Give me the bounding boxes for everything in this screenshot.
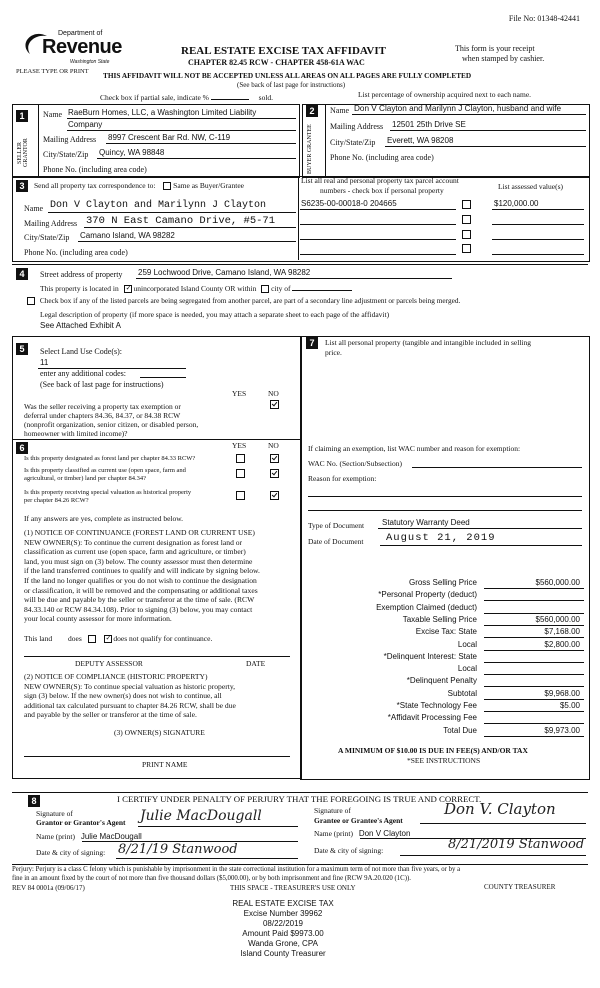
city-of-label: city of	[271, 284, 291, 293]
reason-label: Reason for exemption:	[308, 474, 377, 483]
parcel-2-personal-checkbox[interactable]	[462, 215, 471, 224]
s6-question-2b: agricultural, or timber) land per chapter 84.34?	[24, 475, 147, 482]
grantee-sig-label-1: Signature of	[314, 806, 351, 815]
tax-row-label: *Delinquent Interest: State	[383, 651, 477, 661]
segregated-label: Check box if any of the listed parcels are being segregated from another parcel, are part of a secondary line adjustment or parcels being merged.	[39, 296, 461, 305]
buyer-city-label: City/State/Zip	[330, 138, 376, 147]
parcel-4-personal-checkbox[interactable]	[462, 244, 471, 253]
s3-city-label: City/State/Zip	[24, 233, 70, 242]
s6-question-3a: Is this property receiving special valuation as historical property	[24, 489, 192, 496]
grantee-date-label: Date & city of signing:	[314, 846, 384, 855]
see-back-note: (See back of last page for instructions)	[237, 81, 346, 89]
ownership-note: List percentage of ownership acquired next to each name.	[358, 90, 532, 99]
receipt-note-1: This form is your receipt	[455, 44, 535, 53]
forest-no-checkbox[interactable]	[270, 454, 279, 463]
notice1-line: your local county assessor for more information.	[24, 614, 172, 624]
s6-question-2a: Is this property classified as current use (open space, farm and	[24, 467, 186, 474]
tax-row-value[interactable]: $2,800.00	[544, 639, 580, 649]
receipt-note-2: when stamped by cashier.	[462, 54, 545, 63]
stamp-line-4: Amount Paid $9973.00	[242, 929, 324, 938]
seller-mail[interactable]: 8997 Crescent Bar Rd. NW, C-119	[108, 133, 231, 142]
s6-no-header: NO	[268, 441, 279, 450]
continuance-row	[24, 634, 212, 643]
section-1-number: 1	[16, 110, 28, 122]
seller-name-line2[interactable]: Company	[68, 120, 103, 129]
wac-label: WAC No. (Section/Subsection)	[308, 459, 402, 468]
partial-sale-row	[100, 93, 273, 102]
street-address[interactable]: 259 Lochwood Drive, Camano Island, WA 98282	[138, 268, 311, 277]
partial-sale-pct[interactable]	[211, 99, 249, 100]
file-number: File No: 01348-42441	[508, 14, 580, 23]
exemption-label: If claiming an exemption, list WAC number and reason for exemption:	[308, 444, 521, 453]
partial-sale-label: Check box if partial sale, indicate %	[100, 93, 209, 102]
does-not-label: does not	[113, 634, 139, 643]
street-label: Street address of property	[40, 270, 123, 279]
does-checkbox[interactable]	[88, 635, 96, 643]
notice2-line: additional tax calculated pursuant to chapter 84.26 RCW, shall be due	[24, 700, 236, 710]
parcel-number-1[interactable]: S6235-00-00018-0 204665	[301, 199, 397, 208]
stamp-line-5: Wanda Grone, CPA	[248, 939, 318, 948]
doc-type-label: Type of Document	[308, 521, 365, 530]
segregated-checkbox[interactable]	[27, 297, 35, 305]
s3-mail[interactable]: 370 N East Camano Drive, #5-71	[86, 215, 276, 227]
section-4-number: 4	[16, 268, 28, 280]
tax-row-label: Gross Selling Price	[408, 578, 477, 587]
tax-row-label: Exemption Claimed (deduct)	[376, 602, 477, 612]
tax-row-value[interactable]: $9,973.00	[544, 725, 580, 735]
this-land-label: This land	[24, 634, 53, 643]
s6-question-3b: per chapter 84.26 RCW?	[24, 497, 89, 504]
county-treasurer: COUNTY TREASURER	[484, 883, 556, 891]
parcel-header-2: numbers - check box if personal property	[320, 186, 444, 195]
legal-label: Legal description of property (if more space is needed, you may attach a separate sheet to each page of the affidavit)	[40, 310, 390, 319]
dor-top-text: Department of	[58, 30, 103, 37]
stamp-line-3: 08/22/2019	[262, 919, 304, 928]
does-label: does	[68, 634, 82, 643]
certify-statement: I CERTIFY UNDER PENALTY OF PERJURY THAT THE FOREGOING IS TRUE AND CORRECT.	[117, 794, 482, 804]
deputy-assessor-label: DEPUTY ASSESSOR	[75, 659, 143, 668]
s5-question-2: deferral under chapters 84.36, 84.37, or 84.38 RCW	[24, 411, 181, 420]
notice1-line: 84.33.140 or RCW 84.34.108). Prior to signing (3) below, you may contact	[24, 604, 253, 614]
tax-row-label: Local	[457, 639, 477, 649]
section-6-number: 6	[16, 442, 28, 454]
grantor-sig-label-1: Signature of	[36, 809, 73, 818]
perjury-line-1: Perjury: Perjury is a class C felony which is punishable by imprisonment in the state correctional institution for a maximum term of not more than five years, or by a	[12, 866, 461, 873]
s5-question-1: Was the seller receiving a property tax exemption or	[24, 402, 181, 411]
s3-name-value: Don V Clayton and Marilynn J Clayton	[50, 200, 267, 211]
grantor-date-label: Date & city of signing:	[36, 848, 106, 857]
buyer-phone-label: Phone No. (including area code)	[330, 153, 434, 162]
city-of-checkbox[interactable]	[261, 285, 269, 293]
grantor-sig-label-2: Grantor or Grantor's Agent	[36, 818, 126, 827]
grantor-name-row	[36, 832, 142, 841]
section-2-number: 2	[306, 105, 318, 117]
perjury-line-2: fine in an amount fixed by the court of not more than five thousand dollars ($5,000.00), or by both imprisonment and fine (RCW 9A.20.020 (1C)).	[12, 875, 411, 882]
s6-question-1: Is this property designated as forest land per chapter 84.33 RCW?	[24, 455, 196, 462]
same-as-buyer-checkbox[interactable]	[163, 182, 171, 190]
s5-yes-header: YES	[232, 389, 247, 398]
qualify-label: qualify for continuance.	[140, 634, 213, 643]
seller-phone-label: Phone No. (including area code)	[43, 165, 147, 174]
dor-name: Revenue	[42, 36, 122, 58]
assessor-date-label: DATE	[246, 659, 266, 668]
notice2-line: (2) NOTICE OF COMPLIANCE (HISTORIC PROPERTY)	[24, 672, 208, 681]
notice2-line: NEW OWNER(S): To continue special valuation as historic property,	[24, 681, 236, 691]
buyer-mail[interactable]: 12501 25th Drive SE	[392, 120, 466, 129]
parcel-1-personal-checkbox[interactable]	[462, 200, 471, 209]
s3-name-label: Name	[24, 204, 44, 213]
seller-name-label: Name	[43, 110, 63, 119]
sold-label: sold.	[258, 93, 274, 102]
seller-mail-label: Mailing Address	[43, 135, 97, 144]
form-title: REAL ESTATE EXCISE TAX AFFIDAVIT	[181, 45, 386, 57]
tax-row-value[interactable]: $5.00	[559, 701, 580, 710]
notice1-line: classification as current use (open space, farm and agriculture, or timber)	[24, 547, 246, 557]
grantee-name[interactable]: Don V Clayton	[358, 829, 411, 838]
land-use-code[interactable]: 11	[40, 358, 49, 367]
treasurer-use: THIS SPACE - TREASURER'S USE ONLY	[230, 884, 356, 892]
doc-date[interactable]: August 21, 2019	[386, 532, 496, 544]
current-use-yes-checkbox[interactable]	[236, 469, 245, 478]
section-8-number: 8	[28, 795, 40, 807]
s5-see-back: (See back of last page for instructions)	[40, 380, 164, 389]
located-label: This property is located in	[40, 284, 119, 293]
doc-date-label: Date of Document	[308, 537, 364, 546]
notice1-line: will be due and payable by the seller or transferor at the time of sale. (RCW	[24, 595, 255, 605]
legal-description[interactable]: See Attached Exhibit A	[40, 321, 121, 330]
grantor-date-city[interactable]: 8/21/19 Stanwood	[118, 842, 238, 857]
tax-row-value[interactable]: $560,000.00	[535, 578, 580, 587]
notice-continuance	[24, 528, 260, 624]
s6-yes-header: YES	[232, 441, 247, 450]
grantee-name-label: Name (print)	[314, 829, 353, 838]
personal-property-label-1: List all personal property (tangible and intangible included in selling	[325, 338, 531, 347]
minimum-fee-note: A MINIMUM OF $10.00 IS DUE IN FEE(S) AND/OR TAX	[338, 746, 528, 755]
tax-row-label: Subtotal	[447, 688, 477, 698]
stamp-line-1: REAL ESTATE EXCISE TAX	[232, 899, 334, 908]
unincorporated-label: unincorporated Island County OR within	[133, 284, 257, 293]
notice1-line: If the land no longer qualifies or you do not wish to continue the designation	[24, 575, 257, 585]
tax-row-value[interactable]: $9,968.00	[544, 688, 580, 698]
notice1-line: if the land transferred continues to qualify and will indicate by signing below.	[24, 566, 260, 576]
grantee-sig-label-2: Grantee or Grantee's Agent	[314, 816, 403, 825]
buyer-city[interactable]: Everett, WA 98208	[387, 136, 454, 145]
tax-row-label: Total Due	[443, 725, 477, 735]
stamp-line-2: Excise Number 39962	[243, 909, 323, 918]
segregated-row	[27, 296, 460, 305]
unincorporated-checkbox[interactable]: ✓	[125, 284, 132, 293]
s3-mail-label: Mailing Address	[24, 219, 78, 228]
s5-no-checkbox[interactable]	[270, 400, 279, 409]
grantor-name-label: Name (print)	[36, 832, 75, 841]
same-as-buyer-label: Same as Buyer/Grantee	[173, 181, 244, 190]
notice1-line: or classification, it will be removed and the compensating or additional taxes	[24, 585, 258, 595]
buyer-mail-label: Mailing Address	[330, 122, 384, 131]
tax-row-label: *Personal Property (deduct)	[378, 590, 477, 600]
buyer-name-label: Name	[330, 106, 350, 115]
section-5-number: 5	[16, 343, 28, 355]
forest-yes-checkbox[interactable]	[236, 454, 245, 463]
warning-line: THIS AFFIDAVIT WILL NOT BE ACCEPTED UNLESS ALL AREAS ON ALL PAGES ARE FULLY COMPLETED	[103, 71, 472, 80]
does-not-checkbox[interactable]: ✓	[105, 634, 112, 643]
historic-no-checkbox[interactable]	[270, 491, 279, 500]
notice1-line: land, you must sign on (3) below. The county assessor must then determine	[24, 556, 253, 566]
grantee-name-row	[314, 829, 410, 838]
notice2-line: and payable by the seller or transferor at the time of sale.	[24, 710, 197, 720]
print-name-label: PRINT NAME	[142, 760, 188, 769]
dor-state: Washington State	[70, 59, 110, 65]
parcel-header-1: List all real and personal property tax parcel account	[301, 176, 459, 185]
s3-city[interactable]: Camano Island, WA 98282	[80, 231, 175, 240]
assessed-value-1[interactable]: $120,000.00	[494, 199, 539, 208]
section-7-number: 7	[306, 337, 318, 349]
form-chapter: CHAPTER 82.45 RCW - CHAPTER 458-61A WAC	[188, 58, 365, 67]
rev-number: REV 84 0001a (09/06/17)	[12, 884, 85, 892]
send-correspondence-label: Send all property tax correspondence to:	[34, 181, 156, 190]
tax-row-label: Taxable Selling Price	[402, 614, 477, 624]
tax-row-label: *Affidavit Processing Fee	[387, 713, 477, 723]
tax-row-label: Excise Tax: State	[415, 627, 477, 637]
s5-question-3: (nonprofit organization, senior citizen, or disabled person,	[24, 420, 199, 429]
tax-row-label: *State Technology Fee	[396, 701, 477, 710]
s3-name[interactable]	[50, 200, 266, 211]
tax-row-label: *Delinquent Penalty	[406, 676, 477, 686]
s5-question-4: homeowner with limited income)?	[24, 429, 128, 438]
land-use-label: Select Land Use Code(s):	[40, 347, 122, 356]
please-type: PLEASE TYPE OR PRINT	[16, 68, 89, 75]
owner-signature-label: (3) OWNER(S) SIGNATURE	[114, 728, 205, 737]
seller-side-label: SELLER GRANTOR	[17, 138, 29, 168]
seller-city[interactable]: Quincy, WA 98848	[99, 148, 165, 157]
city-of-input[interactable]	[292, 290, 352, 291]
send-correspondence-row	[34, 181, 244, 190]
tax-row-value[interactable]: $560,000.00	[535, 614, 580, 624]
dor-logo	[22, 28, 122, 68]
see-instructions-note: *SEE INSTRUCTIONS	[407, 756, 481, 765]
notice1-line: NEW OWNER(S): To continue the current designation as forest land or	[24, 537, 243, 547]
notice1-line: (1) NOTICE OF CONTINUANCE (FOREST LAND OR CURRENT USE)	[24, 528, 255, 537]
grantee-signature[interactable]: Don V. Clayton	[444, 800, 556, 818]
assessed-header: List assessed value(s)	[498, 182, 563, 191]
buyer-side-label: BUYER GRANTEE	[307, 124, 313, 174]
s3-phone-label: Phone No. (including area code)	[24, 248, 128, 257]
treasurer-stamp	[198, 899, 368, 959]
seller-city-label: City/State/Zip	[43, 150, 89, 159]
historic-yes-checkbox[interactable]	[236, 491, 245, 500]
enter-codes-label: enter any additional codes:	[40, 369, 126, 378]
personal-property-label-2: price.	[325, 348, 342, 357]
grantor-name[interactable]: Julie MacDougall	[80, 832, 142, 841]
seller-name-line1[interactable]: RaeBurn Homes, LLC, a Washington Limited Liability	[68, 108, 257, 117]
grantee-date-city[interactable]: 8/21/2019 Stanwood	[448, 837, 585, 852]
stamp-line-6: Island County Treasurer	[240, 949, 326, 958]
current-use-no-checkbox[interactable]	[270, 469, 279, 478]
located-row	[40, 284, 352, 293]
grantor-signature[interactable]: Julie MacDougall	[140, 808, 262, 824]
if-yes-note: If any answers are yes, complete as instructed below.	[24, 514, 184, 523]
tax-row-label: Local	[457, 664, 477, 674]
buyer-name[interactable]: Don V Clayton and Marilynn J Clayton, husband and wife	[354, 104, 562, 113]
parcel-3-personal-checkbox[interactable]	[462, 230, 471, 239]
doc-type[interactable]: Statutory Warranty Deed	[382, 518, 470, 527]
s5-no-header: NO	[268, 389, 279, 398]
section-3-number: 3	[16, 180, 28, 192]
notice-compliance	[24, 672, 236, 720]
notice2-line: sign (3) below. If the new owner(s) does not wish to continue, all	[24, 691, 222, 701]
tax-row-value[interactable]: $7,168.00	[544, 627, 580, 637]
